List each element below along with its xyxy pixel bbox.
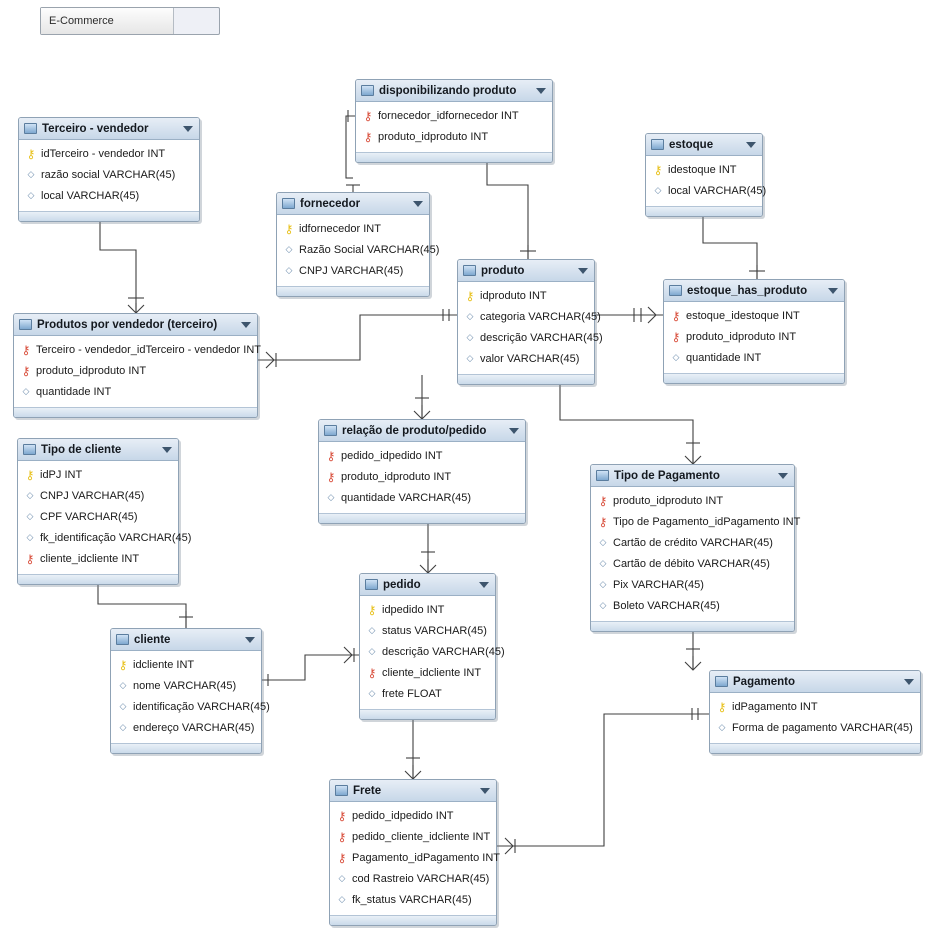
red-key-icon: ⚷ [367, 665, 377, 680]
table-icon [596, 470, 609, 481]
column-row[interactable] [668, 347, 840, 368]
entity-table-body [19, 140, 199, 211]
column-label: Boleto VARCHAR(45) [613, 599, 720, 612]
column-row[interactable] [334, 889, 492, 910]
entity-table[interactable] [645, 133, 767, 217]
diamond-icon: ◇ [654, 185, 662, 195]
table-icon [715, 676, 728, 687]
column-label: Terceiro - vendedor_idTerceiro - vendedor INT [36, 343, 261, 356]
column-row[interactable] [364, 683, 491, 704]
column-row[interactable] [714, 717, 916, 738]
key-icon: ⚷ [465, 288, 475, 303]
diamond-icon: ◇ [119, 680, 127, 690]
entity-table-name: Tipo de cliente [41, 443, 122, 456]
entity-table-name: pedido [383, 578, 421, 591]
entity-table-name: Tipo de Pagamento [614, 469, 720, 482]
column-row[interactable] [364, 662, 491, 683]
entity-table-header[interactable] [277, 193, 429, 215]
entity-table-name: Produtos por vendedor (terceiro) [37, 318, 218, 331]
red-key-icon: ⚷ [671, 308, 681, 323]
red-key-icon: ⚷ [337, 808, 347, 823]
chevron-down-icon[interactable] [509, 428, 519, 434]
entity-table-footer [646, 206, 762, 216]
column-label: estoque_idestoque INT [686, 309, 800, 322]
red-key-icon: ⚷ [363, 129, 373, 144]
diamond-icon: ◇ [599, 558, 607, 568]
diamond-icon: ◇ [466, 332, 474, 342]
column-row[interactable] [462, 285, 590, 306]
chevron-down-icon[interactable] [828, 288, 838, 294]
column-label: descrição VARCHAR(45) [382, 645, 505, 658]
entity-table-footer [277, 286, 429, 296]
column-row[interactable] [595, 595, 790, 616]
column-label: idPJ INT [40, 468, 83, 481]
entity-table-body [360, 596, 505, 709]
entity-table-footer [458, 374, 594, 384]
diamond-icon: ◇ [368, 625, 376, 635]
column-label: CPF VARCHAR(45) [40, 510, 138, 523]
entity-table-header[interactable] [458, 260, 594, 282]
column-label: idpedido INT [382, 603, 445, 616]
entity-table-body [277, 215, 440, 286]
entity-table-header[interactable] [14, 314, 257, 336]
entity-table-footer [591, 621, 794, 631]
table-icon [282, 198, 295, 209]
entity-table-footer [356, 152, 552, 162]
column-row[interactable] [360, 105, 548, 126]
entity-table-body [330, 802, 500, 915]
column-label: idcliente INT [133, 658, 195, 671]
entity-table[interactable] [17, 438, 192, 585]
diamond-icon: ◇ [368, 646, 376, 656]
entity-table-header[interactable] [646, 134, 762, 156]
column-row[interactable] [281, 239, 440, 260]
column-label: identificação VARCHAR(45) [133, 700, 270, 713]
diamond-icon: ◇ [718, 722, 726, 732]
column-label: nome VARCHAR(45) [133, 679, 237, 692]
column-label: idfornecedor INT [299, 222, 381, 235]
diamond-icon: ◇ [285, 265, 293, 275]
column-label: endereço VARCHAR(45) [133, 721, 255, 734]
entity-table[interactable] [329, 779, 500, 926]
entity-table-header[interactable] [330, 780, 496, 802]
chevron-down-icon[interactable] [413, 201, 423, 207]
column-row[interactable] [323, 466, 521, 487]
red-key-icon: ⚷ [326, 448, 336, 463]
table-icon [19, 319, 32, 330]
diamond-icon: ◇ [27, 190, 35, 200]
column-row[interactable] [595, 490, 790, 511]
table-icon [651, 139, 664, 150]
entity-table-header[interactable] [591, 465, 794, 487]
column-label: status VARCHAR(45) [382, 624, 487, 637]
entity-table-name: cliente [134, 633, 171, 646]
entity-table-footer [710, 743, 920, 753]
entity-table[interactable] [359, 573, 505, 720]
entity-table-footer [111, 743, 261, 753]
diamond-icon: ◇ [119, 701, 127, 711]
entity-table-footer [19, 211, 199, 221]
entity-table[interactable] [590, 464, 801, 632]
chevron-down-icon[interactable] [480, 788, 490, 794]
column-row[interactable] [23, 143, 195, 164]
red-key-icon: ⚷ [671, 329, 681, 344]
entity-table-name: relação de produto/pedido [342, 424, 487, 437]
entity-table-name: Frete [353, 784, 382, 797]
column-row[interactable] [462, 327, 603, 348]
column-row[interactable] [595, 511, 801, 532]
column-row[interactable] [364, 641, 505, 662]
entity-table-header[interactable] [19, 118, 199, 140]
red-key-icon: ⚷ [326, 469, 336, 484]
column-label: pedido_cliente_idcliente INT [352, 830, 491, 843]
key-icon: ⚷ [367, 602, 377, 617]
red-key-icon: ⚷ [598, 514, 608, 529]
diamond-icon: ◇ [599, 579, 607, 589]
column-label: razão social VARCHAR(45) [41, 168, 176, 181]
diamond-icon: ◇ [338, 873, 346, 883]
diamond-icon: ◇ [338, 894, 346, 904]
entity-table[interactable] [18, 117, 200, 222]
entity-table[interactable] [457, 259, 603, 385]
entity-table-footer [18, 574, 178, 584]
entity-table[interactable] [110, 628, 270, 754]
column-row[interactable] [462, 348, 590, 369]
red-key-icon: ⚷ [598, 493, 608, 508]
column-row[interactable] [22, 548, 174, 569]
column-row[interactable] [650, 180, 767, 201]
entity-table-name: produto [481, 264, 525, 277]
column-label: idTerceiro - vendedor INT [41, 147, 166, 160]
column-label: produto_idproduto INT [686, 330, 797, 343]
entity-table-body [18, 461, 192, 574]
red-key-icon: ⚷ [337, 850, 347, 865]
diamond-icon: ◇ [285, 244, 293, 254]
column-label: categoria VARCHAR(45) [480, 310, 601, 323]
table-icon [116, 634, 129, 645]
column-row[interactable] [668, 305, 840, 326]
column-row[interactable] [360, 126, 548, 147]
column-row[interactable] [334, 826, 492, 847]
column-label: descrição VARCHAR(45) [480, 331, 603, 344]
column-label: idestoque INT [668, 163, 737, 176]
table-icon [463, 265, 476, 276]
key-icon: ⚷ [26, 146, 36, 161]
table-icon [335, 785, 348, 796]
column-label: CNPJ VARCHAR(45) [299, 264, 404, 277]
chevron-down-icon[interactable] [746, 142, 756, 148]
chevron-down-icon[interactable] [904, 679, 914, 685]
entity-table-header[interactable] [664, 280, 844, 302]
entity-table[interactable] [276, 192, 440, 297]
diamond-icon: ◇ [26, 532, 34, 542]
column-row[interactable] [595, 532, 790, 553]
entity-table-body [664, 302, 844, 373]
column-label: Pagamento_idPagamento INT [352, 851, 500, 864]
column-row[interactable] [714, 696, 916, 717]
column-label: quantidade INT [36, 385, 112, 398]
entity-table-name: Pagamento [733, 675, 795, 688]
entity-table-name: fornecedor [300, 197, 361, 210]
column-row[interactable] [650, 159, 758, 180]
column-label: cliente_idcliente INT [40, 552, 140, 565]
column-label: Cartão de crédito VARCHAR(45) [613, 536, 773, 549]
column-label: local VARCHAR(45) [668, 184, 767, 197]
entity-table-footer [330, 915, 496, 925]
column-label: local VARCHAR(45) [41, 189, 140, 202]
column-row[interactable] [23, 164, 195, 185]
red-key-icon: ⚷ [337, 829, 347, 844]
chevron-down-icon[interactable] [245, 637, 255, 643]
column-label: produto_idproduto INT [341, 470, 452, 483]
entity-table-body [111, 651, 270, 743]
table-icon [365, 579, 378, 590]
tab-ecommerce[interactable] [41, 8, 174, 34]
column-label: produto_idproduto INT [378, 130, 489, 143]
diamond-icon: ◇ [599, 537, 607, 547]
table-icon [324, 425, 337, 436]
entity-table-footer [664, 373, 844, 383]
column-row[interactable] [281, 218, 425, 239]
entity-table-name: Terceiro - vendedor [42, 122, 149, 135]
column-row[interactable] [18, 339, 261, 360]
entity-table-header[interactable] [18, 439, 178, 461]
key-icon: ⚷ [118, 657, 128, 672]
column-label: idPagamento INT [732, 700, 818, 713]
entity-table-header[interactable] [710, 671, 920, 693]
entity-table-header[interactable] [111, 629, 261, 651]
column-row[interactable] [334, 868, 492, 889]
column-label: fk_identificação VARCHAR(45) [40, 531, 192, 544]
column-label: fk_status VARCHAR(45) [352, 893, 472, 906]
column-row[interactable] [281, 260, 425, 281]
entity-table-name: estoque_has_produto [687, 284, 808, 297]
chevron-down-icon[interactable] [778, 473, 788, 479]
column-label: Pix VARCHAR(45) [613, 578, 704, 591]
column-row[interactable] [334, 805, 492, 826]
chevron-down-icon[interactable] [241, 322, 251, 328]
entity-table[interactable] [318, 419, 526, 524]
diamond-icon: ◇ [26, 490, 34, 500]
entity-table-footer [360, 709, 495, 719]
entity-table-footer [319, 513, 525, 523]
column-row[interactable] [115, 717, 257, 738]
key-icon: ⚷ [653, 162, 663, 177]
column-label: produto_idproduto INT [613, 494, 724, 507]
column-label: cliente_idcliente INT [382, 666, 482, 679]
column-row[interactable] [23, 185, 195, 206]
entity-table-body [591, 487, 801, 621]
column-label: cod Rastreio VARCHAR(45) [352, 872, 490, 885]
diamond-icon: ◇ [26, 511, 34, 521]
entity-table-body [319, 442, 525, 513]
column-row[interactable] [22, 506, 174, 527]
column-label: Razão Social VARCHAR(45) [299, 243, 440, 256]
column-row[interactable] [334, 847, 500, 868]
red-key-icon: ⚷ [21, 342, 31, 357]
column-label: frete FLOAT [382, 687, 442, 700]
diamond-icon: ◇ [368, 688, 376, 698]
table-icon [669, 285, 682, 296]
entity-table-body [646, 156, 767, 206]
column-row[interactable] [115, 696, 270, 717]
diamond-icon: ◇ [327, 492, 335, 502]
column-row[interactable] [323, 445, 521, 466]
entity-table-header[interactable] [360, 574, 495, 596]
column-row[interactable] [18, 360, 253, 381]
column-row[interactable] [364, 620, 491, 641]
diamond-icon: ◇ [599, 600, 607, 610]
chevron-down-icon[interactable] [162, 447, 172, 453]
column-row[interactable] [22, 485, 174, 506]
column-label: valor VARCHAR(45) [480, 352, 580, 365]
column-label: Tipo de Pagamento_idPagamento INT [613, 515, 801, 528]
table-icon [24, 123, 37, 134]
entity-table-body [14, 336, 261, 407]
tab-label: E-Commerce [49, 15, 114, 27]
table-icon [361, 85, 374, 96]
column-label: pedido_idpedido INT [352, 809, 454, 822]
key-icon: ⚷ [717, 699, 727, 714]
column-row[interactable] [22, 527, 192, 548]
column-label: produto_idproduto INT [36, 364, 147, 377]
table-icon [23, 444, 36, 455]
column-row[interactable] [364, 599, 491, 620]
diamond-icon: ◇ [119, 722, 127, 732]
entity-table-footer [14, 407, 257, 417]
entity-table[interactable] [13, 313, 261, 418]
tab-bar [40, 7, 220, 35]
entity-table[interactable] [355, 79, 553, 163]
diamond-icon: ◇ [27, 169, 35, 179]
column-label: quantidade VARCHAR(45) [341, 491, 472, 504]
red-key-icon: ⚷ [363, 108, 373, 123]
diamond-icon: ◇ [466, 311, 474, 321]
key-icon: ⚷ [284, 221, 294, 236]
entity-table-name: estoque [669, 138, 714, 151]
column-label: Cartão de débito VARCHAR(45) [613, 557, 770, 570]
column-row[interactable] [323, 487, 521, 508]
chevron-down-icon[interactable] [479, 582, 489, 588]
entity-table-name: disponibilizando produto [379, 84, 517, 97]
column-row[interactable] [115, 675, 257, 696]
diamond-icon: ◇ [466, 353, 474, 363]
column-row[interactable] [595, 553, 790, 574]
column-label: quantidade INT [686, 351, 762, 364]
entity-table[interactable] [663, 279, 845, 384]
red-key-icon: ⚷ [21, 363, 31, 378]
column-label: pedido_idpedido INT [341, 449, 443, 462]
column-row[interactable] [668, 326, 840, 347]
column-row[interactable] [115, 654, 257, 675]
entity-table-body [458, 282, 603, 374]
column-row[interactable] [22, 464, 174, 485]
key-icon: ⚷ [25, 467, 35, 482]
diamond-icon: ◇ [672, 352, 680, 362]
column-label: idproduto INT [480, 289, 547, 302]
column-label: fornecedor_idfornecedor INT [378, 109, 519, 122]
entity-table[interactable] [709, 670, 921, 754]
chevron-down-icon[interactable] [536, 88, 546, 94]
entity-table-body [710, 693, 920, 743]
column-label: Forma de pagamento VARCHAR(45) [732, 721, 913, 734]
column-label: CNPJ VARCHAR(45) [40, 489, 145, 502]
chevron-down-icon[interactable] [183, 126, 193, 132]
entity-table-header[interactable] [356, 80, 552, 102]
chevron-down-icon[interactable] [578, 268, 588, 274]
diamond-icon: ◇ [22, 386, 30, 396]
column-row[interactable] [462, 306, 601, 327]
column-row[interactable] [595, 574, 790, 595]
entity-table-header[interactable] [319, 420, 525, 442]
column-row[interactable] [18, 381, 253, 402]
entity-table-body [356, 102, 552, 152]
red-key-icon: ⚷ [25, 551, 35, 566]
